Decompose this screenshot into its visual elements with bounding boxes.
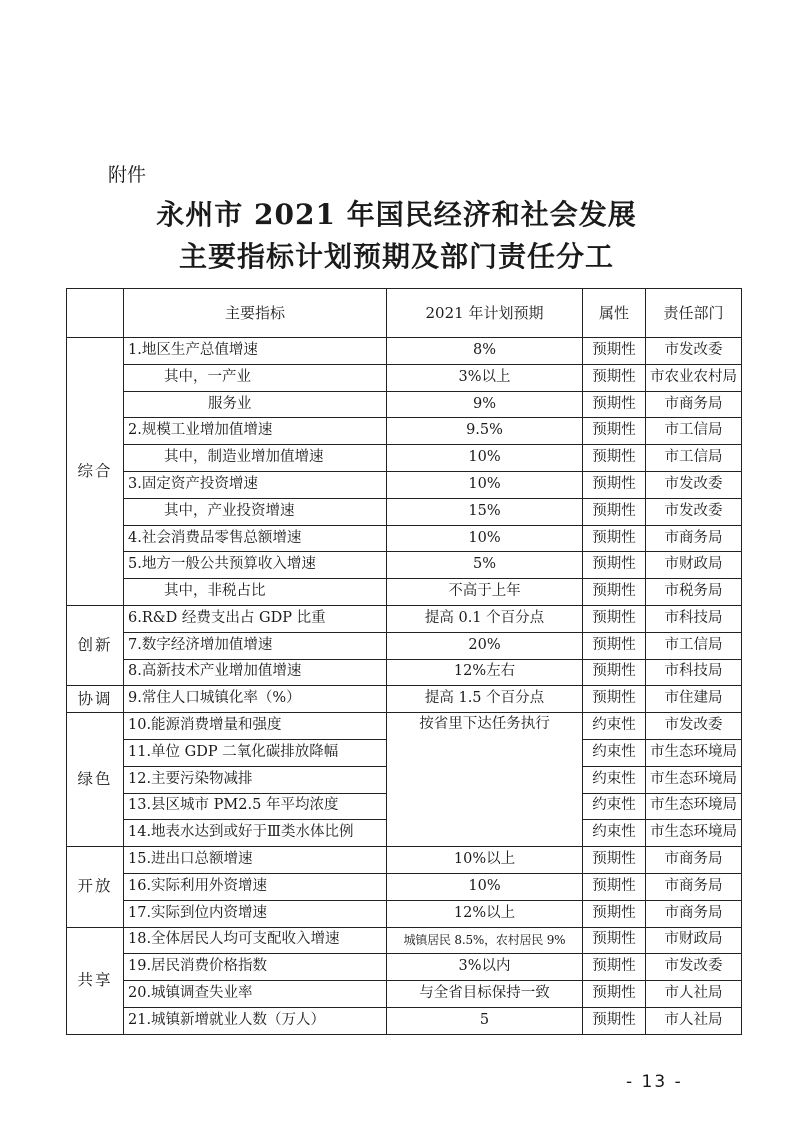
table-row — [67, 338, 742, 365]
target-cell: 3%以内 — [387, 954, 583, 981]
target-cell: 10% — [387, 525, 583, 552]
indicator-cell: 16.实际利用外资增速 — [124, 873, 387, 900]
department-cell: 市生态环境局 — [646, 820, 742, 847]
table-row — [67, 498, 742, 525]
department-cell: 市商务局 — [646, 900, 742, 927]
attribute-cell: 预期性 — [583, 364, 646, 391]
indicator-cell: 9.常住人口城镇化率（%） — [124, 686, 387, 713]
attribute-cell: 预期性 — [583, 981, 646, 1008]
attribute-cell: 预期性 — [583, 391, 646, 418]
department-cell: 市发改委 — [646, 471, 742, 498]
attribute-cell: 预期性 — [583, 954, 646, 981]
header-department: 责任部门 — [646, 289, 742, 338]
target-cell: 5% — [387, 552, 583, 579]
table-row — [67, 847, 742, 874]
page-number: - 13 - — [626, 1072, 683, 1092]
indicator-cell: 11.单位 GDP 二氧化碳排放降幅 — [124, 739, 387, 766]
department-cell: 市商务局 — [646, 873, 742, 900]
attribute-cell: 约束性 — [583, 793, 646, 820]
department-cell: 市工信局 — [646, 418, 742, 445]
attribute-cell: 预期性 — [583, 418, 646, 445]
indicator-cell: 20.城镇调查失业率 — [124, 981, 387, 1008]
indicator-cell: 7.数字经济增加值增速 — [124, 632, 387, 659]
indicator-cell: 10.能源消费增量和强度 — [124, 713, 387, 740]
department-cell: 市工信局 — [646, 632, 742, 659]
table-row — [67, 927, 742, 954]
document-title-line-1: 永州市 2021 年国民经济和社会发展 — [156, 198, 637, 231]
target-cell: 9% — [387, 391, 583, 418]
target-cell: 15% — [387, 498, 583, 525]
department-cell: 市科技局 — [646, 659, 742, 686]
table-row — [67, 445, 742, 472]
target-cell: 12%左右 — [387, 659, 583, 686]
indicator-cell: 18.全体居民人均可支配收入增速 — [124, 927, 387, 954]
target-cell: 12%以上 — [387, 900, 583, 927]
target-cell: 10% — [387, 873, 583, 900]
table-row — [67, 418, 742, 445]
indicator-cell: 1.地区生产总值增速 — [124, 338, 387, 365]
table-header-row — [67, 289, 742, 338]
target-cell: 10%以上 — [387, 847, 583, 874]
attribute-cell: 预期性 — [583, 686, 646, 713]
table-row — [67, 900, 742, 927]
header-target: 2021 年计划预期 — [387, 289, 583, 338]
attribute-cell: 预期性 — [583, 498, 646, 525]
department-cell: 市农业农村局 — [646, 364, 742, 391]
table-row — [67, 471, 742, 498]
attribute-cell: 约束性 — [583, 739, 646, 766]
target-cell: 不高于上年 — [387, 579, 583, 606]
target-cell-merged: 按省里下达任务执行 — [387, 713, 583, 847]
target-cell: 城镇居民 8.5%，农村居民 9% — [387, 927, 583, 954]
category-xietiao: 协调 — [67, 686, 124, 713]
department-cell: 市商务局 — [646, 391, 742, 418]
target-cell: 20% — [387, 632, 583, 659]
target-cell: 5 — [387, 1007, 583, 1034]
target-cell: 8% — [387, 338, 583, 365]
department-cell: 市生态环境局 — [646, 739, 742, 766]
indicator-cell: 5.地方一般公共预算收入增速 — [124, 552, 387, 579]
table-row — [67, 632, 742, 659]
category-gongxiang: 共享 — [67, 927, 124, 1034]
table-row — [67, 659, 742, 686]
table-row — [67, 686, 742, 713]
indicator-cell: 13.县区城市 PM2.5 年平均浓度 — [124, 793, 387, 820]
target-cell: 提高 1.5 个百分点 — [387, 686, 583, 713]
attribute-cell: 预期性 — [583, 445, 646, 472]
attribute-cell: 预期性 — [583, 525, 646, 552]
department-cell: 市生态环境局 — [646, 793, 742, 820]
department-cell: 市税务局 — [646, 579, 742, 606]
category-chuangxin: 创新 — [67, 605, 124, 685]
attribute-cell: 预期性 — [583, 552, 646, 579]
indicator-cell: 服务业 — [124, 391, 387, 418]
table-row — [67, 981, 742, 1008]
indicator-cell: 14.地表水达到或好于Ⅲ类水体比例 — [124, 820, 387, 847]
table-row — [67, 391, 742, 418]
attribute-cell: 约束性 — [583, 766, 646, 793]
table-row — [67, 1007, 742, 1034]
indicator-cell: 17.实际到位内资增速 — [124, 900, 387, 927]
department-cell: 市工信局 — [646, 445, 742, 472]
attachment-label: 附件 — [108, 164, 147, 186]
indicator-cell: 19.居民消费价格指数 — [124, 954, 387, 981]
category-kaifang: 开放 — [67, 847, 124, 927]
indicator-cell: 其中，制造业增加值增速 — [124, 445, 387, 472]
department-cell: 市发改委 — [646, 954, 742, 981]
indicator-cell: 3.固定资产投资增速 — [124, 471, 387, 498]
department-cell: 市财政局 — [646, 552, 742, 579]
department-cell: 市财政局 — [646, 927, 742, 954]
indicator-cell: 8.高新技术产业增加值增速 — [124, 659, 387, 686]
attribute-cell: 约束性 — [583, 713, 646, 740]
indicator-cell: 6.R&D 经费支出占 GDP 比重 — [124, 605, 387, 632]
department-cell: 市住建局 — [646, 686, 742, 713]
category-lvse: 绿色 — [67, 713, 124, 847]
attribute-cell: 约束性 — [583, 820, 646, 847]
target-cell: 10% — [387, 471, 583, 498]
table-row — [67, 364, 742, 391]
attribute-cell: 预期性 — [583, 579, 646, 606]
attribute-cell: 预期性 — [583, 900, 646, 927]
table-row — [67, 954, 742, 981]
indicator-cell: 其中，非税占比 — [124, 579, 387, 606]
indicator-cell: 12.主要污染物减排 — [124, 766, 387, 793]
header-category — [67, 289, 124, 338]
department-cell: 市商务局 — [646, 525, 742, 552]
target-cell: 与全省目标保持一致 — [387, 981, 583, 1008]
indicator-cell: 其中，一产业 — [124, 364, 387, 391]
attribute-cell: 预期性 — [583, 1007, 646, 1034]
attribute-cell: 预期性 — [583, 471, 646, 498]
document-title-line-2: 主要指标计划预期及部门责任分工 — [178, 240, 614, 273]
attribute-cell: 预期性 — [583, 338, 646, 365]
department-cell: 市发改委 — [646, 713, 742, 740]
department-cell: 市发改委 — [646, 498, 742, 525]
department-cell: 市生态环境局 — [646, 766, 742, 793]
header-attribute: 属性 — [583, 289, 646, 338]
indicator-cell: 4.社会消费品零售总额增速 — [124, 525, 387, 552]
indicator-cell: 其中，产业投资增速 — [124, 498, 387, 525]
attribute-cell: 预期性 — [583, 659, 646, 686]
department-cell: 市科技局 — [646, 605, 742, 632]
table-row — [67, 552, 742, 579]
indicator-cell: 21.城镇新增就业人数（万人） — [124, 1007, 387, 1034]
attribute-cell: 预期性 — [583, 605, 646, 632]
target-cell: 提高 0.1 个百分点 — [387, 605, 583, 632]
category-zonghe: 综合 — [67, 338, 124, 606]
table-row — [67, 873, 742, 900]
attribute-cell: 预期性 — [583, 847, 646, 874]
department-cell: 市人社局 — [646, 981, 742, 1008]
indicators-table — [66, 288, 742, 1035]
department-cell: 市发改委 — [646, 338, 742, 365]
table-row — [67, 525, 742, 552]
indicator-cell: 2.规模工业增加值增速 — [124, 418, 387, 445]
target-cell: 10% — [387, 445, 583, 472]
table-row — [67, 579, 742, 606]
header-indicator: 主要指标 — [124, 289, 387, 338]
department-cell: 市人社局 — [646, 1007, 742, 1034]
attribute-cell: 预期性 — [583, 927, 646, 954]
table-row — [67, 605, 742, 632]
indicator-cell: 15.进出口总额增速 — [124, 847, 387, 874]
attribute-cell: 预期性 — [583, 873, 646, 900]
department-cell: 市商务局 — [646, 847, 742, 874]
target-cell: 3%以上 — [387, 364, 583, 391]
target-cell: 9.5% — [387, 418, 583, 445]
table-row — [67, 713, 742, 740]
attribute-cell: 预期性 — [583, 632, 646, 659]
